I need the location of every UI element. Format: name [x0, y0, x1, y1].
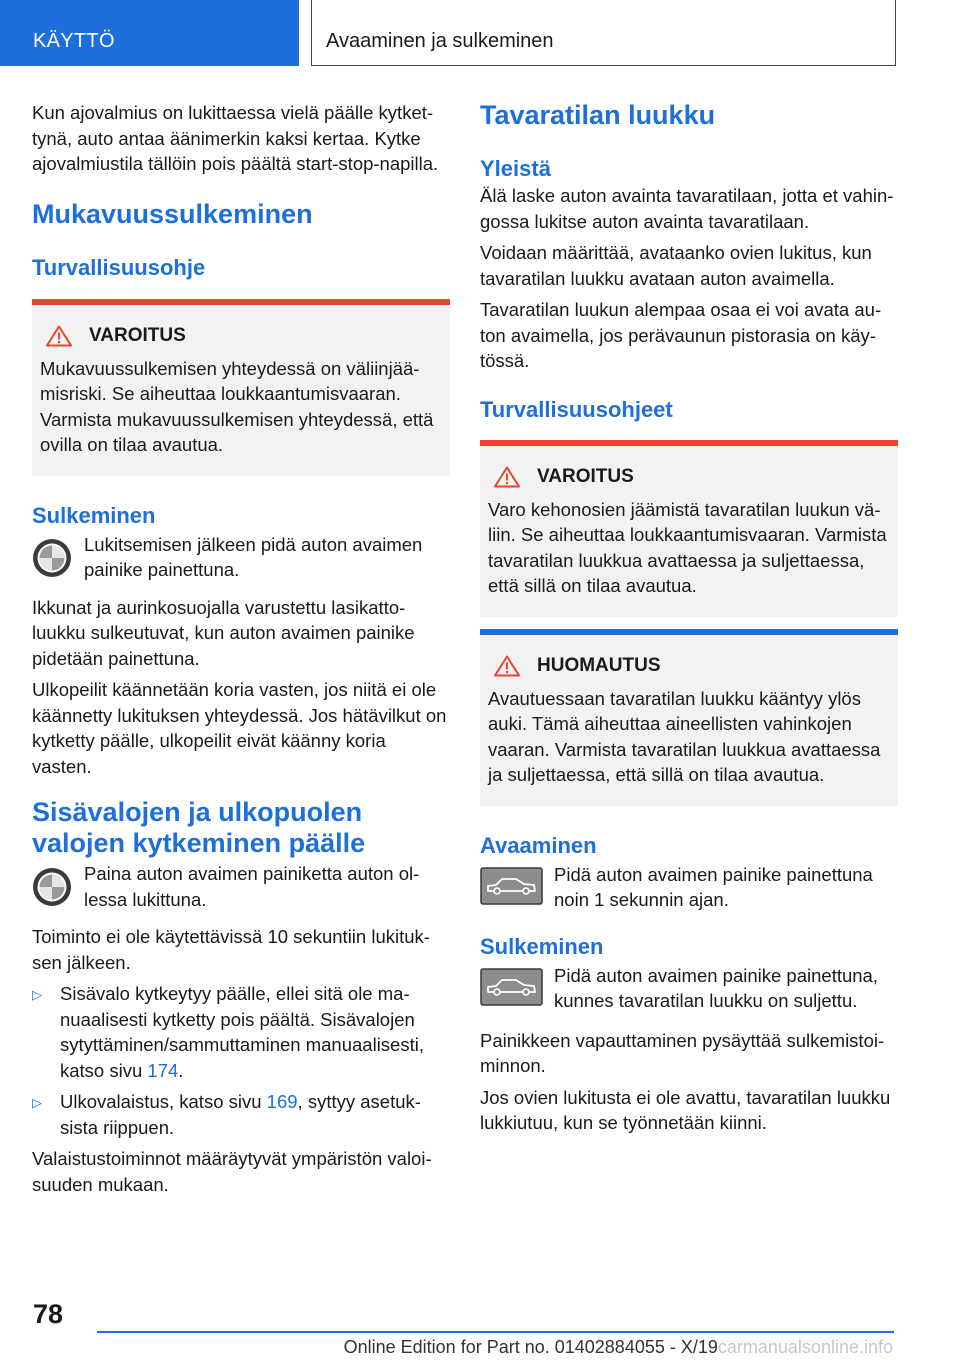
intro-paragraph: Kun ajovalmius on lukittaessa vielä päälle kytkettynä, auto antaa äänimerkin kaksi kertaa. Kytke ajovalmiustila tällöin pois päältä start-stop-napilla.	[32, 102, 439, 174]
section-title: KÄYTTÖ	[33, 30, 115, 52]
bullet-interior-light-end: .	[178, 1059, 184, 1081]
mirrors-paragraph: Ulkopeilit käännetään koria vasten, jos niitä ei ole käännetty lukituksen yhteydessä. Jos hätävilkut on kytketty päälle, ulkopeilit eivät käänny koria vasten.	[32, 679, 447, 777]
function-paragraph: Toiminto ei ole käytettävissä 10 sekuntiin lukituksen jälkeen.	[32, 926, 430, 973]
footer-edition	[0, 1337, 893, 1358]
heading-lights: Sisävalojen ja ulkopuolen valojen kytkeminen päälle	[32, 797, 366, 858]
warning-text: Mukavuussulkemisen yhteydessä on väliinjäämisriski. Se aiheuttaa loukkaantumisvaaran. Varmista mukavuussulkemisen yhteydessä, että ovilla on tilaa avautua.	[40, 357, 434, 455]
notice-box	[480, 629, 898, 806]
key-paragraph: Älä laske auton avainta tavaratilaan, jotta et vahingossa lukitse auton avainta tavaratilaan.	[480, 185, 894, 232]
lights-instruction	[32, 861, 450, 912]
left-column	[32, 100, 450, 1203]
opening-instruction-text: Pidä auton avaimen painike painettuna noin 1 sekunnin ajan.	[554, 863, 873, 910]
unlocked-paragraph: Jos ovien lukitusta ei ole avattu, tavaratilan luukku lukkiutuu, kun se työnnetään kiinni.	[480, 1086, 891, 1133]
heading-closing: Sulkeminen	[480, 933, 604, 959]
environment-paragraph: Valaistustoiminnot määräytyvät ympäristön valoisuuden mukaan.	[32, 1148, 432, 1195]
notice-title: HUOMAUTUS	[537, 654, 661, 676]
heading-safety-notes: Turvallisuusohjeet	[480, 396, 673, 422]
page-link-174[interactable]: 174	[147, 1059, 179, 1081]
release-paragraph: Painikkeen vapauttaminen pysäyttää sulkemistoiminnon.	[480, 1029, 885, 1076]
closing-instruction-text: Pidä auton avaimen painike painettuna, kunnes tavaratilan luukku on suljettu.	[554, 964, 878, 1011]
lower-part-paragraph: Tavaratilan luukun alempaa osaa ei voi avata auton avaimella, jos perävaunun pistorasia on käytössä.	[480, 299, 882, 371]
warning-box	[480, 440, 898, 617]
bullet-triangle-icon: ▷	[32, 987, 42, 1002]
bullet-triangle-icon: ▷	[32, 1095, 42, 1110]
warning-title: VAROITUS	[89, 324, 186, 346]
bullet-interior-light-text: Sisävalo kytkeytyy päälle, ellei sitä ole manuaalisesti kytketty pois päältä. Sisävalojen sytyttäminen/sammuttaminen manuaalisesti, katso sivu	[60, 983, 424, 1081]
heading-general: Yleistä	[480, 156, 551, 181]
windows-paragraph: Ikkunat ja aurinkosuojalla varustettu lasikattoluukku sulkeutuvat, kun auton avaimen painike pidetään painettuna.	[32, 596, 415, 669]
closing-instruction	[480, 963, 898, 1014]
warning-triangle-icon	[494, 466, 520, 488]
lights-instruction-text: Paina auton avaimen painiketta auton ollessa lukittuna.	[84, 863, 420, 910]
closing-instruction-text: Lukitsemisen jälkeen pidä auton avaimen painike painettuna.	[84, 533, 423, 580]
warning-box	[32, 299, 450, 476]
bullet-exterior-light-end: , syttyy asetuksista riippuen.	[60, 1091, 421, 1138]
chapter-title-box	[311, 0, 896, 66]
warning-title-row	[488, 466, 890, 488]
closing-instruction	[32, 532, 450, 583]
tailgate-button-icon	[480, 968, 543, 1006]
section-tab	[0, 0, 299, 66]
bullet-exterior-light	[32, 1089, 450, 1140]
bullet-text	[60, 981, 450, 1083]
brand-logo-key-icon	[32, 538, 72, 578]
warning-title: VAROITUS	[537, 465, 634, 487]
bullet-interior-light	[32, 981, 450, 1083]
notice-title-row	[488, 655, 890, 677]
heading-comfort-closing: Mukavuussulkeminen	[32, 198, 313, 229]
define-paragraph: Voidaan määrittää, avataanko ovien lukitus, kun tavaratilan luukku avataan auton avaimella.	[480, 242, 872, 289]
tailgate-button-icon	[480, 867, 543, 905]
watermark: carmanualsonline.info	[717, 1337, 893, 1357]
notice-text: Avautuessaan tavaratilan luukku kääntyy ylös auki. Tämä aiheuttaa aineellisten vahinkojen vaaran. Varmista tavaratilan luukkua avattaessa ja suljettaessa, että sillä on tilaa avautua.	[488, 687, 881, 785]
bullet-text	[60, 1089, 450, 1140]
chapter-title: Avaaminen ja sulkeminen	[326, 30, 554, 52]
footer-divider	[97, 1331, 894, 1333]
heading-closing: Sulkeminen	[32, 502, 156, 528]
page-number: 78	[33, 1299, 64, 1329]
bullet-exterior-light-text: Ulkovalaistus, katso sivu	[60, 1091, 267, 1112]
opening-instruction	[480, 862, 898, 913]
heading-tailgate: Tavaratilan luukku	[480, 100, 716, 130]
warning-title-row	[40, 325, 442, 347]
warning-triangle-icon	[46, 325, 72, 347]
warning-text: Varo kehonosien jäämistä tavaratilan luukun väliin. Se aiheuttaa loukkaantumisvaaran. Varmista tavaratilan luukkua avattaessa ja suljettaessa, että sillä on tilaa avautua.	[488, 498, 887, 596]
right-column	[480, 100, 898, 1142]
warning-triangle-icon	[494, 655, 520, 677]
brand-logo-key-icon	[32, 867, 72, 907]
heading-opening: Avaaminen	[480, 832, 597, 858]
page-link-169[interactable]: 169	[266, 1091, 298, 1112]
heading-safety-note: Turvallisuusohje	[32, 254, 206, 280]
edition-text: Online Edition for Part no. 01402884055 - X/19	[343, 1337, 718, 1357]
